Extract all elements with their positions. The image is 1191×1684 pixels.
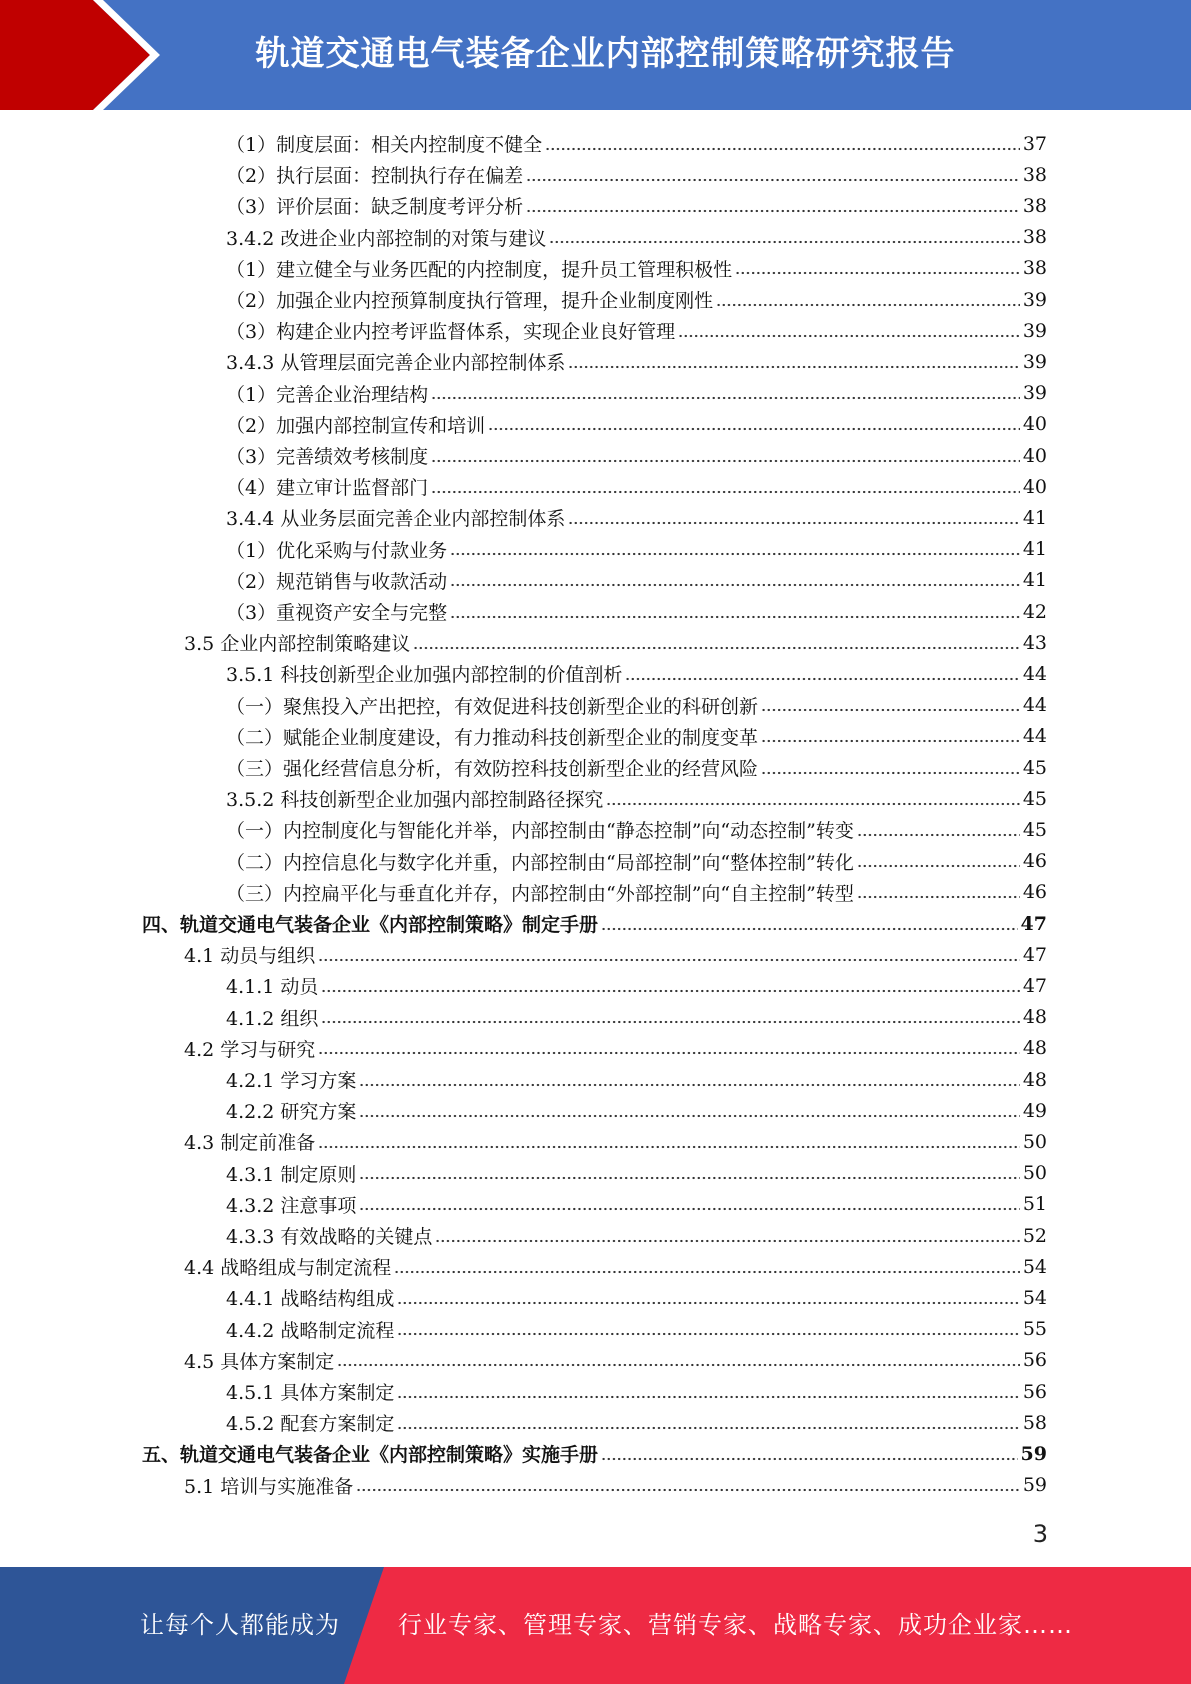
toc-entry-label: （4）建立审计监督部门 bbox=[226, 477, 429, 500]
toc-leader-dots bbox=[397, 1288, 1019, 1308]
toc-entry[interactable] bbox=[142, 908, 1047, 939]
toc-leader-dots bbox=[606, 789, 1019, 809]
toc-leader-dots bbox=[337, 1350, 1020, 1370]
toc-entry[interactable] bbox=[226, 970, 1047, 1001]
toc-leader-dots bbox=[625, 664, 1019, 684]
toc-entry-label: 4.5.2 配套方案制定 bbox=[226, 1413, 395, 1436]
toc-entry-page: 46 bbox=[1022, 850, 1047, 873]
toc-entry-page: 39 bbox=[1022, 382, 1047, 405]
toc-entry-page: 50 bbox=[1022, 1162, 1047, 1185]
toc-entry-label: 4.1.1 动员 bbox=[226, 976, 319, 999]
toc-leader-dots bbox=[431, 446, 1020, 466]
toc-leader-dots bbox=[526, 196, 1020, 216]
toc-entry-label: （3）构建企业内控考评监督体系，实现企业良好管理 bbox=[226, 321, 676, 344]
footer-slogan-right: 行业专家、管理专家、营销专家、战略专家、成功企业家…… bbox=[398, 1611, 1073, 1639]
toc-entry[interactable] bbox=[226, 721, 1047, 752]
toc-entry-label: （三）强化经营信息分析，有效防控科技创新型企业的经营风险 bbox=[226, 758, 759, 780]
toc-entry-page: 39 bbox=[1022, 319, 1047, 342]
toc-entry[interactable] bbox=[226, 1189, 1047, 1220]
toc-entry-page: 42 bbox=[1022, 600, 1047, 623]
toc-leader-dots bbox=[761, 695, 1020, 715]
toc-entry-label: 3.5 企业内部控制策略建议 bbox=[184, 633, 411, 656]
toc-leader-dots bbox=[857, 851, 1020, 871]
toc-entry[interactable] bbox=[226, 440, 1047, 471]
toc-entry[interactable] bbox=[226, 1095, 1047, 1126]
toc-leader-dots bbox=[318, 945, 1020, 965]
toc-entry-label: （2）规范销售与收款活动 bbox=[226, 570, 448, 593]
toc-entry-page: 54 bbox=[1022, 1286, 1047, 1309]
toc-entry-label: （三）内控扁平化与垂直化并存，内部控制由“外部控制”向“自主控制”转型 bbox=[226, 882, 854, 905]
footer-slogan-left: 让每个人都能成为 bbox=[140, 1611, 340, 1639]
page-number: 3 bbox=[1032, 1520, 1048, 1548]
toc-entry-page: 54 bbox=[1022, 1255, 1047, 1278]
toc-entry-label: 4.1 动员与组织 bbox=[184, 945, 316, 968]
toc-entry-label: 四、轨道交通电气装备企业《内部控制策略》制定手册 bbox=[142, 914, 599, 936]
toc-entry-page: 55 bbox=[1022, 1318, 1047, 1341]
toc-leader-dots bbox=[318, 1038, 1020, 1058]
toc-entry-label: （1）优化采购与付款业务 bbox=[226, 539, 448, 562]
toc-entry[interactable] bbox=[226, 877, 1047, 908]
toc-leader-dots bbox=[413, 633, 1020, 653]
toc-entry[interactable] bbox=[226, 1282, 1047, 1313]
toc-entry-page: 59 bbox=[1022, 1474, 1047, 1497]
toc-entry-label: 4.2.1 学习方案 bbox=[226, 1070, 357, 1092]
toc-entry-page: 47 bbox=[1022, 974, 1047, 997]
toc-entry-label: 4.1.2 组织 bbox=[226, 1007, 319, 1030]
toc-leader-dots bbox=[321, 976, 1019, 996]
toc-entry-label: 3.5.2 科技创新型企业加强内部控制路径探究 bbox=[226, 789, 604, 812]
toc-entry-page: 47 bbox=[1022, 943, 1047, 966]
toc-entry-label: 4.3.3 有效战略的关键点 bbox=[226, 1226, 433, 1248]
toc-entry-label: （3）重视资产安全与完整 bbox=[226, 602, 448, 624]
toc-entry-label: （1）制度层面：相关内控制度不健全 bbox=[226, 134, 543, 156]
toc-leader-dots bbox=[359, 1070, 1019, 1090]
toc-entry[interactable] bbox=[226, 315, 1047, 346]
toc-leader-dots bbox=[435, 1226, 1019, 1246]
toc-entry-label: （一）内控制度化与智能化并举，内部控制由“静态控制”向“动态控制”转变 bbox=[226, 820, 854, 843]
toc-entry[interactable] bbox=[184, 1470, 1047, 1501]
report-title: 轨道交通电气装备企业内部控制策略研究报告 bbox=[255, 34, 956, 74]
toc-entry[interactable] bbox=[226, 783, 1047, 814]
toc-entry-page: 39 bbox=[1022, 350, 1047, 373]
toc-entry-page: 45 bbox=[1022, 818, 1047, 841]
page-header bbox=[0, 0, 1191, 110]
toc-entry-label: （二）赋能企业制度建设，有力推动科技创新型企业的制度变革 bbox=[226, 726, 759, 749]
toc-entry-page: 40 bbox=[1022, 444, 1047, 467]
toc-leader-dots bbox=[431, 477, 1020, 497]
toc-entry[interactable] bbox=[226, 846, 1047, 877]
toc-leader-dots bbox=[450, 570, 1020, 590]
toc-entry[interactable] bbox=[184, 1345, 1047, 1376]
toc-entry-page: 38 bbox=[1022, 257, 1047, 280]
toc-entry-page: 39 bbox=[1022, 288, 1047, 311]
toc-entry[interactable] bbox=[226, 1314, 1047, 1345]
toc-entry[interactable] bbox=[226, 1002, 1047, 1033]
toc-entry-page: 56 bbox=[1022, 1380, 1047, 1403]
toc-entry-page: 38 bbox=[1022, 194, 1047, 217]
toc-leader-dots bbox=[568, 508, 1019, 528]
toc-entry-page: 52 bbox=[1022, 1224, 1047, 1247]
toc-entry-page: 44 bbox=[1022, 662, 1047, 685]
toc-entry[interactable] bbox=[226, 284, 1047, 315]
toc-leader-dots bbox=[359, 1194, 1019, 1214]
toc-entry-page: 40 bbox=[1022, 413, 1047, 436]
toc-entry-page: 50 bbox=[1022, 1130, 1047, 1153]
toc-entry-label: 4.5.1 具体方案制定 bbox=[226, 1382, 395, 1404]
toc-entry[interactable] bbox=[226, 1158, 1047, 1189]
toc-leader-dots bbox=[318, 1132, 1020, 1152]
toc-leader-dots bbox=[397, 1413, 1019, 1433]
toc-entry-label: 4.3.1 制定原则 bbox=[226, 1163, 357, 1186]
toc-entry[interactable] bbox=[226, 1220, 1047, 1251]
toc-entry-page: 40 bbox=[1022, 475, 1047, 498]
toc-leader-dots bbox=[549, 227, 1019, 247]
toc-leader-dots bbox=[716, 290, 1020, 310]
toc-entry-page: 48 bbox=[1022, 1006, 1047, 1029]
toc-entry[interactable] bbox=[226, 690, 1047, 721]
toc-entry-page: 59 bbox=[1020, 1442, 1047, 1465]
toc-entry-page: 43 bbox=[1022, 631, 1047, 654]
toc-entry-label: 4.2.2 研究方案 bbox=[226, 1101, 357, 1124]
toc-entry-page: 46 bbox=[1022, 881, 1047, 904]
toc-entry-page: 58 bbox=[1022, 1411, 1047, 1434]
toc-leader-dots bbox=[526, 165, 1020, 185]
toc-leader-dots bbox=[568, 352, 1019, 372]
toc-entry[interactable] bbox=[226, 253, 1047, 284]
toc-entry[interactable] bbox=[142, 1438, 1047, 1469]
toc-entry-page: 45 bbox=[1022, 787, 1047, 810]
toc-entry-page: 41 bbox=[1022, 569, 1047, 592]
toc-leader-dots bbox=[450, 602, 1020, 622]
toc-entry[interactable] bbox=[226, 596, 1047, 627]
toc-entry[interactable] bbox=[226, 1064, 1047, 1095]
toc-leader-dots bbox=[678, 321, 1020, 341]
toc-entry[interactable] bbox=[226, 346, 1047, 377]
toc-entry-label: 3.4.2 改进企业内部控制的对策与建议 bbox=[226, 227, 547, 250]
toc-entry[interactable] bbox=[184, 1126, 1047, 1157]
toc-entry[interactable] bbox=[226, 502, 1047, 533]
toc-leader-dots bbox=[545, 134, 1020, 154]
toc-entry-page: 44 bbox=[1022, 694, 1047, 717]
toc-entry-page: 51 bbox=[1022, 1193, 1047, 1216]
toc-leader-dots bbox=[359, 1101, 1019, 1121]
toc-entry-label: 4.4 战略组成与制定流程 bbox=[184, 1257, 392, 1280]
toc-leader-dots bbox=[601, 1444, 1018, 1464]
toc-leader-dots bbox=[450, 539, 1020, 559]
toc-entry-label: 3.4.4 从业务层面完善企业内部控制体系 bbox=[226, 508, 566, 531]
toc-entry[interactable] bbox=[184, 939, 1047, 970]
toc-entry-page: 41 bbox=[1022, 538, 1047, 561]
toc-entry-label: （二）内控信息化与数字化并重，内部控制由“局部控制”向“整体控制”转化 bbox=[226, 851, 854, 874]
toc-entry[interactable] bbox=[226, 222, 1047, 253]
toc-entry[interactable] bbox=[226, 565, 1047, 596]
toc-entry-page: 48 bbox=[1022, 1037, 1047, 1060]
toc-entry[interactable] bbox=[226, 658, 1047, 689]
toc-entry-label: 4.3 制定前准备 bbox=[184, 1132, 316, 1155]
toc-leader-dots bbox=[735, 258, 1020, 278]
toc-entry[interactable] bbox=[184, 627, 1047, 658]
toc-entry[interactable] bbox=[226, 814, 1047, 845]
toc-entry-page: 44 bbox=[1022, 725, 1047, 748]
toc-entry-label: （1）建立健全与业务匹配的内控制度，提升员工管理积极性 bbox=[226, 258, 733, 281]
toc-entry[interactable] bbox=[184, 1251, 1047, 1282]
toc-entry[interactable] bbox=[226, 128, 1047, 159]
toc-entry-label: 5.1 培训与实施准备 bbox=[184, 1475, 354, 1498]
toc-leader-dots bbox=[857, 820, 1020, 840]
toc-leader-dots bbox=[431, 383, 1020, 403]
toc-entry-label: （3）完善绩效考核制度 bbox=[226, 446, 429, 468]
toc-entry-label: 4.2 学习与研究 bbox=[184, 1038, 316, 1061]
toc-entry-label: （一）聚焦投入产出把控，有效促进科技创新型企业的科研创新 bbox=[226, 695, 759, 718]
toc-leader-dots bbox=[488, 414, 1020, 434]
toc-entry-label: （1）完善企业治理结构 bbox=[226, 383, 429, 406]
toc-entry[interactable] bbox=[226, 1376, 1047, 1407]
toc-entry-label: （2）加强内部控制宣传和培训 bbox=[226, 414, 486, 437]
toc-entry[interactable] bbox=[226, 752, 1047, 783]
toc-entry-page: 38 bbox=[1022, 226, 1047, 249]
toc-leader-dots bbox=[359, 1163, 1019, 1183]
toc-entry-label: （2）加强企业内控预算制度执行管理，提升企业制度刚性 bbox=[226, 290, 714, 312]
toc-entry-label: 4.3.2 注意事项 bbox=[226, 1194, 357, 1217]
toc-entry-label: 3.5.1 科技创新型企业加强内部控制的价值剖析 bbox=[226, 664, 623, 687]
toc-entry-page: 37 bbox=[1022, 132, 1047, 155]
toc-entry-label: 3.4.3 从管理层面完善企业内部控制体系 bbox=[226, 352, 566, 375]
toc-entry-page: 41 bbox=[1022, 506, 1047, 529]
toc-entry-page: 48 bbox=[1022, 1068, 1047, 1091]
toc-entry-label: 五、轨道交通电气装备企业《内部控制策略》实施手册 bbox=[142, 1444, 599, 1467]
toc-leader-dots bbox=[394, 1257, 1020, 1277]
toc-entry[interactable] bbox=[226, 409, 1047, 440]
toc-entry-page: 47 bbox=[1020, 912, 1047, 935]
toc-entry[interactable] bbox=[226, 378, 1047, 409]
toc-entry[interactable] bbox=[226, 1407, 1047, 1438]
toc-entry-page: 45 bbox=[1022, 756, 1047, 779]
toc-entry[interactable] bbox=[226, 190, 1047, 221]
toc-leader-dots bbox=[601, 914, 1018, 934]
toc-entry-label: （3）评价层面：缺乏制度考评分析 bbox=[226, 196, 524, 219]
toc-entry-page: 56 bbox=[1022, 1349, 1047, 1372]
toc-leader-dots bbox=[857, 882, 1020, 902]
toc-entry-label: 4.4.2 战略制定流程 bbox=[226, 1319, 395, 1342]
toc-entry-page: 38 bbox=[1022, 163, 1047, 186]
toc-entry[interactable] bbox=[184, 1033, 1047, 1064]
toc-entry[interactable] bbox=[226, 534, 1047, 565]
toc-leader-dots bbox=[397, 1319, 1019, 1339]
toc-leader-dots bbox=[321, 1007, 1019, 1027]
toc-entry-page: 49 bbox=[1022, 1099, 1047, 1122]
toc-leader-dots bbox=[761, 758, 1020, 778]
page-footer bbox=[0, 1567, 1191, 1684]
toc-entry-label: 4.5 具体方案制定 bbox=[184, 1350, 335, 1373]
toc-entry-label: 4.4.1 战略结构组成 bbox=[226, 1288, 395, 1311]
toc-entry-label: （2）执行层面：控制执行存在偏差 bbox=[226, 165, 524, 188]
toc-leader-dots bbox=[761, 726, 1020, 746]
toc-entry[interactable] bbox=[226, 159, 1047, 190]
toc-entry[interactable] bbox=[226, 471, 1047, 502]
toc-leader-dots bbox=[397, 1382, 1019, 1402]
toc-leader-dots bbox=[356, 1475, 1020, 1495]
